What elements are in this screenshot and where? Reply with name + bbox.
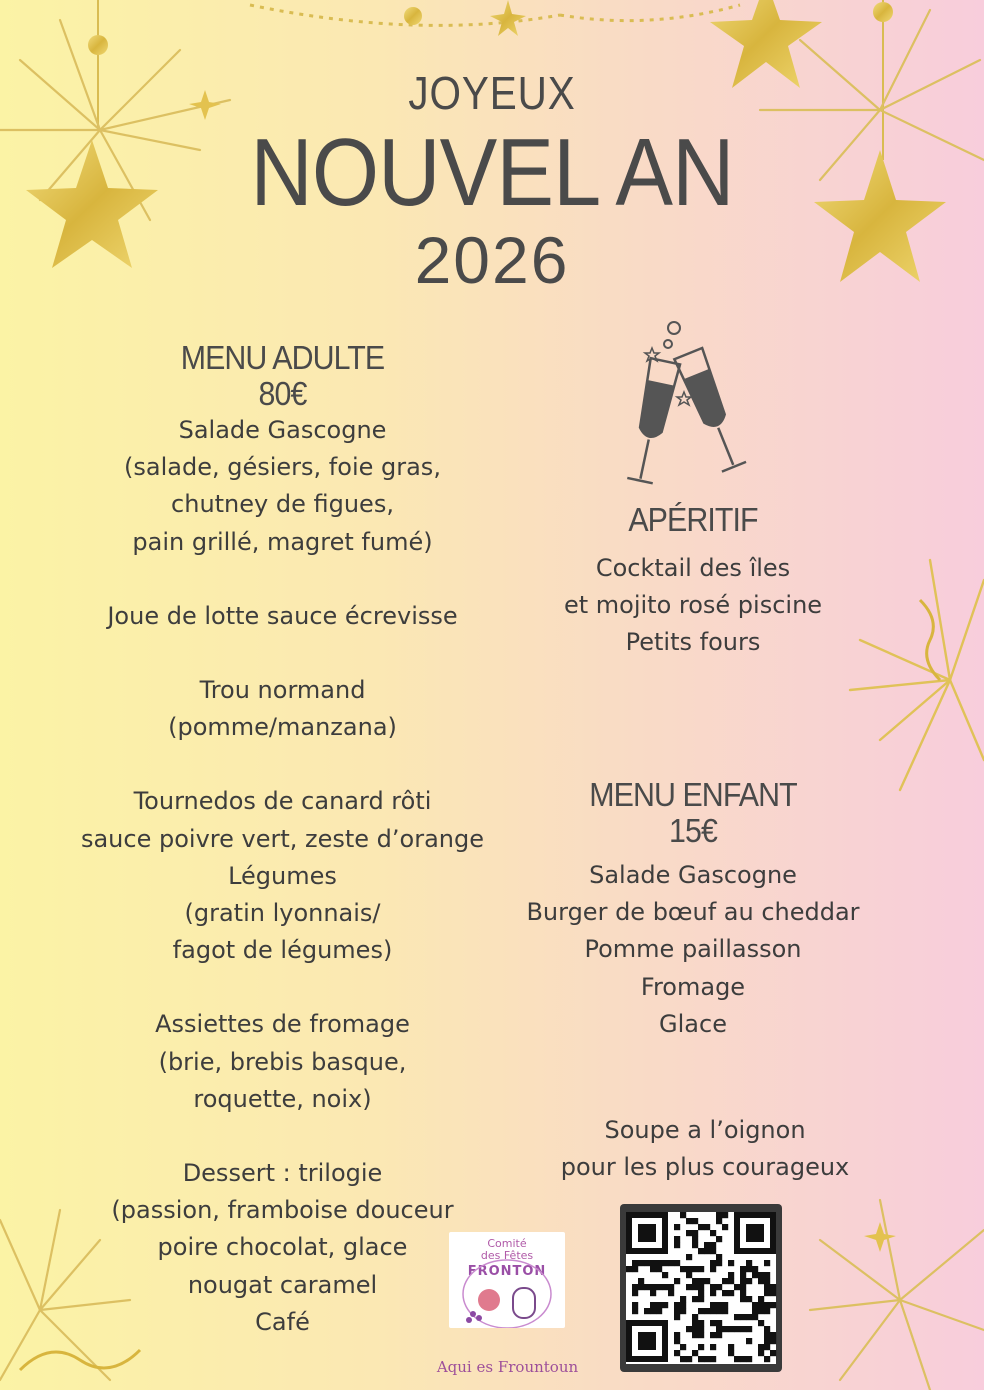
menu-adulte-line: fagot de légumes) [172,936,393,965]
menu-enfant-price: 15€ [669,812,717,849]
menu-adulte-line: chutney de figues, [171,490,394,519]
menu-adulte-line: Tournedos de canard rôti [133,787,432,816]
menu-adulte-line: nougat caramel [187,1270,378,1299]
menu-enfant-line: Burger de bœuf au cheddar [526,898,860,927]
menu-enfant-line: Glace [659,1009,727,1038]
menu-adulte-line: Joue de lotte sauce écrevisse [107,601,458,630]
spacer [70,561,495,598]
qr-code-icon[interactable] [620,1204,782,1372]
menu-enfant-items [500,857,886,1043]
gold-star-icon [864,1222,896,1252]
menu-adulte-line: (pomme/manzana) [168,713,397,742]
comite-logo [449,1232,565,1328]
aperitif [500,502,886,662]
menu-adulte-items [70,412,495,1341]
menu-enfant-line: Fromage [640,972,746,1001]
menu-enfant-title: MENU ENFANT [589,776,797,813]
champagne-glasses-icon [625,322,748,484]
menu-adulte-title: MENU ADULTE [180,339,385,376]
logo-line2: des Fêtes [480,1249,534,1262]
spacer [70,746,495,783]
spacer [70,1118,495,1155]
soupe-items [530,1112,880,1186]
menu-adulte-line: Salade Gascogne [178,416,387,444]
menu-enfant-line: Pomme paillasson [584,935,802,964]
soupe [530,1112,880,1186]
aperitif-line: Petits fours [625,628,761,657]
gold-firework-icon [810,1200,984,1390]
aperitif-line: Cocktail des îles [595,554,791,582]
spacer [70,969,495,1006]
gold-star-icon [490,0,526,36]
logo-name: FRONTON [467,1264,547,1279]
menu-adulte-line: Dessert : trilogie [182,1159,383,1188]
menu-adulte-line: Assiettes de fromage [155,1010,410,1039]
menu-adulte-line: Café [255,1307,310,1336]
menu-adulte-line: roquette, noix) [193,1084,372,1113]
logo-figure-icon [449,1232,565,1328]
menu-adulte-line: (passion, framboise douceur [111,1196,454,1225]
menu-adulte [70,340,495,1341]
menu-adulte-line: pain grillé, magret fumé) [132,527,433,556]
menu-adulte-line: sauce poivre vert, zeste d’orange [80,824,485,853]
menu-adulte-line: (brie, brebis basque, [158,1047,407,1076]
menu-adulte-line: (gratin lyonnais/ [184,899,381,928]
aperitif-items [500,550,886,662]
menu-adulte-line: poire chocolat, glace [157,1233,408,1262]
menu-enfant-line: Salade Gascogne [589,861,797,889]
menu-adulte-price: 80€ [258,375,307,412]
soupe-line: Soupe a l’oignon [604,1116,806,1144]
slogan: Aqui es Frountoun [436,1358,579,1376]
title-joyeux: JOYEUX [408,67,576,119]
soupe-line: pour les plus courageux [560,1153,850,1182]
menu-enfant [500,777,886,1043]
aperitif-line: et mojito rosé piscine [563,591,823,620]
menu-adulte-line: Trou normand [199,676,366,705]
qr-code-pattern [620,1204,782,1372]
logo-line1: Comité [487,1237,527,1250]
title-nouvel-an: NOUVEL AN [250,119,734,226]
menu-adulte-line: (salade, gésiers, foie gras, [124,453,441,482]
aperitif-title: APÉRITIF [628,501,758,538]
spacer [70,635,495,672]
menu-adulte-line: Légumes [228,861,337,890]
title-year: 2026 [414,223,570,297]
